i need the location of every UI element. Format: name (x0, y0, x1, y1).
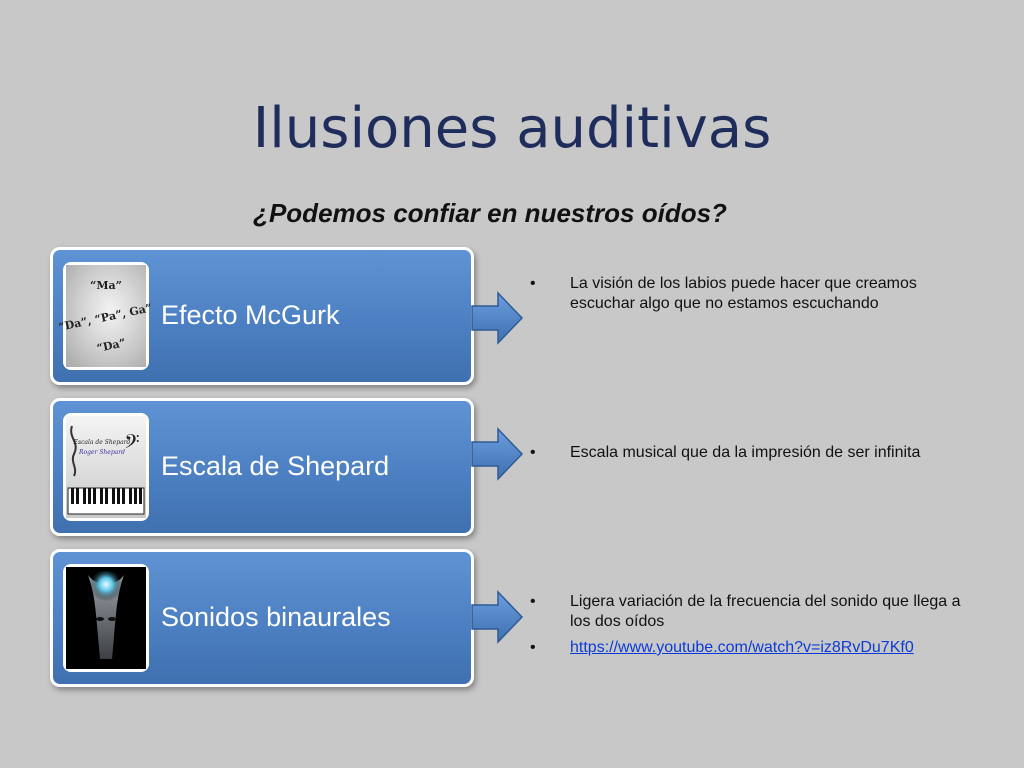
bullet-list-mcgurk (530, 274, 970, 320)
card-label: Escala de Shepard (161, 451, 390, 481)
bullet-list-shepard (530, 443, 970, 469)
bullet-glyph: • (530, 444, 536, 461)
card-escala-de-shepard (50, 398, 474, 536)
arrow-right-icon (470, 427, 524, 481)
youtube-link[interactable]: https://www.youtube.com/watch?v=iz8RvDu7Kf0 (570, 639, 914, 656)
card-efecto-mcgurk (50, 247, 474, 385)
bullet-glyph: • (530, 275, 536, 292)
bullet-list-binaurales (530, 592, 970, 664)
mcgurk-thumbnail (57, 262, 154, 370)
bullet-text: Ligera variación de la frecuencia del sonido que llega a los dos oídos (570, 593, 961, 630)
list-item (530, 443, 970, 463)
mcgurk-thumb-line-2: “Da”, “Pa”, Ga” (57, 301, 154, 334)
card-sonidos-binaurales (50, 549, 474, 687)
bass-clef-icon: 𝄢 (124, 430, 140, 458)
mcgurk-thumb-line-1: “Ma” (90, 279, 122, 292)
arrow-right-icon (470, 291, 524, 345)
card-label: Efecto McGurk (161, 300, 340, 330)
slide-title: Ilusiones auditivas (252, 95, 772, 161)
binaural-thumbnail (63, 564, 149, 672)
list-item (530, 638, 970, 658)
bullet-glyph: • (530, 639, 536, 656)
list-item (530, 274, 970, 314)
shepard-thumbnail (63, 413, 149, 521)
shepard-thumb-title: Escala de Shepard (73, 439, 131, 446)
list-item (530, 592, 970, 632)
bullet-text: La visión de los labios puede hacer que creamos escuchar algo que no estamos escuchando (570, 275, 917, 312)
shepard-thumb-author: Roger Shepard (79, 449, 125, 456)
glow-icon (82, 571, 130, 619)
arrow-right-icon (470, 590, 524, 644)
card-label: Sonidos binaurales (161, 602, 391, 632)
bullet-text: Escala musical que da la impresión de ser infinita (570, 444, 921, 461)
mcgurk-thumb-line-3: “Da” (95, 336, 127, 355)
bullet-glyph: • (530, 593, 536, 610)
slide-subtitle: ¿Podemos confiar en nuestros oídos? (253, 198, 727, 228)
